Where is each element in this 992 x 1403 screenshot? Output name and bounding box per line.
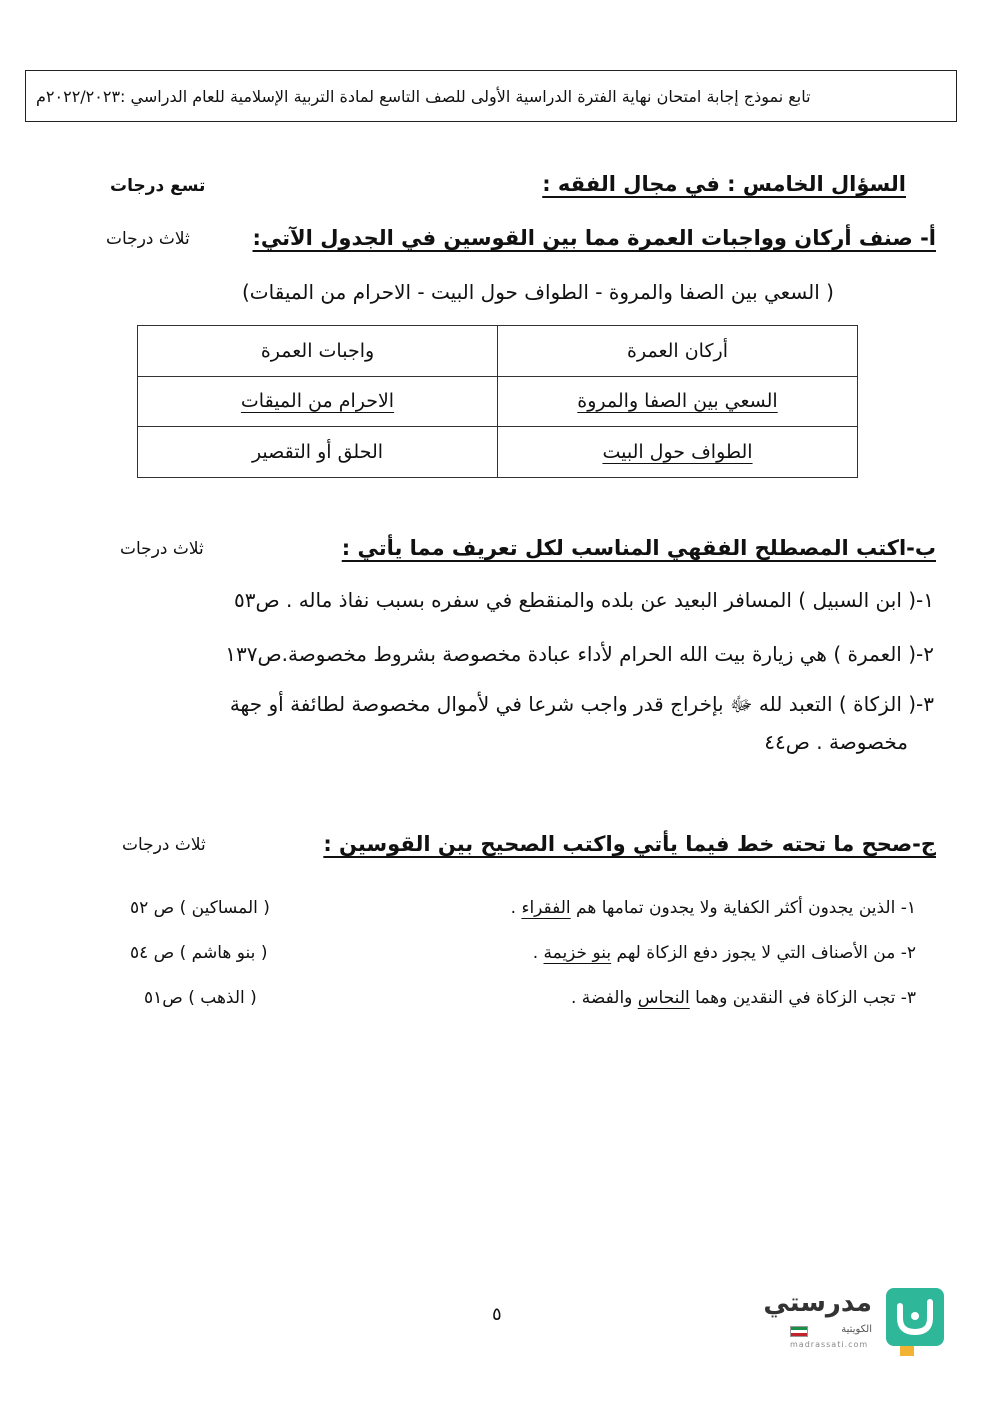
part-b-item-3-cont: مخصوصة . ص٤٤ (764, 730, 908, 754)
underlined-word: النحاس (637, 988, 690, 1008)
underlined-word: الفقراء (521, 898, 571, 918)
part-a-options: ( السعي بين الصفا والمروة - الطواف حول البيت - الاحرام من الميقات) (241, 280, 834, 304)
table-header-cell: أركان العمرة (498, 326, 858, 377)
logo-subtitle: الكويتية (841, 1324, 872, 1335)
table-cell: الحلق أو التقصير (138, 427, 498, 478)
table-cell: الاحرام من الميقات (138, 376, 498, 427)
part-b-item-3: ٣-( الزكاة ) التعبد لله ﷻ بإخراج قدر واجب شرعا في لأموال مخصوصة لطائفة أو جهة (229, 692, 934, 716)
underlined-word: بنو خزيمة (543, 943, 612, 963)
exam-header-text: تابع نموذج إجابة امتحان نهاية الفترة الدراسية الأولى للصف التاسع لمادة التربية الإسلامية للعام الدراسي :٢٠٢٢/٢٠٢٣م (36, 86, 811, 106)
madrasati-mark-icon (886, 1288, 944, 1346)
part-c-item-2: ٢- من الأصناف التي لا يجوز دفع الزكاة لهم بنو خزيمة . (532, 943, 916, 963)
logo-url: madrassati.com (790, 1340, 869, 1349)
part-c-marks: ثلاث درجات (122, 835, 206, 855)
part-c-answer-2: ( بنو هاشم ) ص ٥٤ (130, 943, 268, 963)
part-c-item-3: ٣- تجب الزكاة في النقدين وهما النحاس والفضة . (571, 988, 916, 1008)
logo-subtitle-row (790, 1324, 872, 1336)
part-b-item-2: ٢-( العمرة ) هي زيارة بيت الله الحرام لأداء عبادة مخصوصة بشروط مخصوصة.ص١٣٧ (225, 642, 934, 666)
table-row (138, 376, 858, 427)
part-c-answer-1: ( المساكين ) ص ٥٢ (130, 898, 270, 918)
table-header-row (138, 326, 858, 377)
part-b-item-1: ١-( ابن السبيل ) المسافر البعيد عن بلده والمنقطع في سفره بسبب نفاذ ماله . ص٥٣ (233, 588, 934, 612)
part-a-marks: ثلاث درجات (106, 229, 190, 249)
page-number: ٥ (492, 1304, 502, 1325)
part-b-title: ب-اكتب المصطلح الفقهي المناسب لكل تعريف مما يأتي : (341, 536, 936, 560)
table-header-cell: واجبات العمرة (138, 326, 498, 377)
part-b-marks: ثلاث درجات (120, 539, 204, 559)
part-c-title: ج-صحح ما تحته خط فيما يأتي واكتب الصحيح بين القوسين : (323, 832, 936, 856)
question-5-marks: تسع درجات (110, 176, 206, 196)
part-c-answer-3: ( الذهب ) ص٥١ (144, 988, 257, 1008)
part-c-item-1: ١- الذين يجدون أكثر الكفاية ولا يجدون تمامها هم الفقراء . (510, 898, 916, 918)
table-row (138, 427, 858, 478)
table-cell: السعي بين الصفا والمروة (498, 376, 858, 427)
question-5-title: السؤال الخامس : في مجال الفقه : (542, 172, 906, 196)
logo-bookmark-icon (900, 1346, 914, 1356)
exam-header-box (25, 70, 957, 122)
logo-title: مدرستي (763, 1288, 872, 1318)
part-a-title: أ- صنف أركان وواجبات العمرة مما بين القوسين في الجدول الآتي: (252, 226, 936, 250)
kuwait-flag-icon (790, 1326, 808, 1337)
madrasati-logo (763, 1288, 950, 1358)
umrah-table (137, 325, 858, 478)
table-cell: الطواف حول البيت (498, 427, 858, 478)
